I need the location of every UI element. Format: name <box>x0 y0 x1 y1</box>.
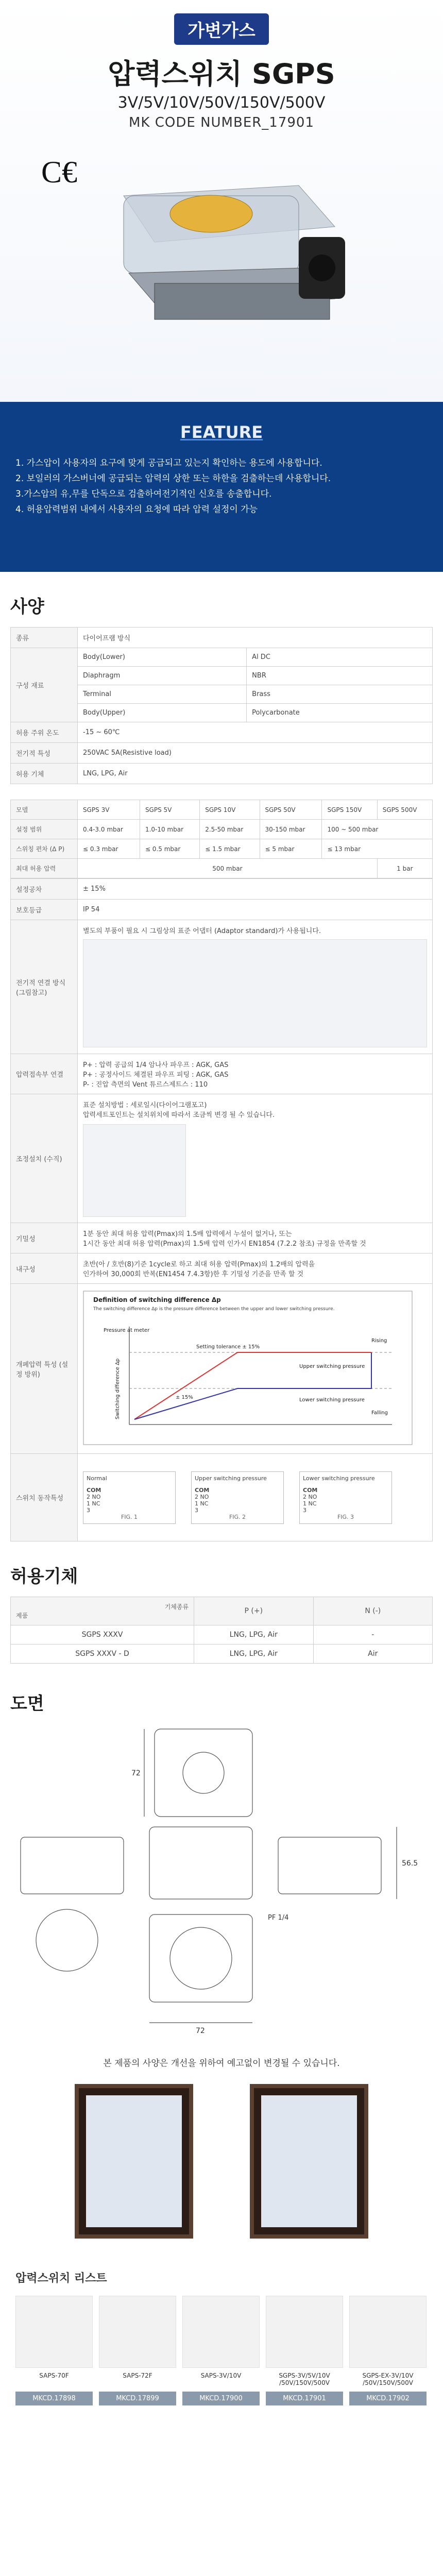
operation-panel-title: Normal <box>87 1475 107 1482</box>
certificate-image <box>261 2095 357 2227</box>
gas-row-p: LNG, LPG, Air <box>194 1625 313 1645</box>
hysteresis-value: ≤ 13 mbar <box>322 839 433 859</box>
product-name: SAPS-70F <box>39 2372 69 2379</box>
certificate-frame <box>75 2084 193 2239</box>
pressure-switch-image <box>93 129 361 366</box>
operation-no: 2 NO <box>303 1493 317 1500</box>
material-value: NBR <box>247 667 433 685</box>
model-header: SGPS 50V <box>260 800 322 820</box>
pressure-axis-label: Pressure at meter <box>104 1327 150 1333</box>
connection-label: 전기적 연결 방식 (그림참고) <box>11 920 78 1054</box>
connection-diagram-image <box>83 939 427 1047</box>
connection-cell <box>78 920 433 1054</box>
type-label: 종류 <box>11 628 78 648</box>
drawing-title: 도면 <box>10 1693 44 1714</box>
max-pressure-label: 최대 허용 압력 <box>11 859 78 878</box>
mount-diagram-image <box>83 1124 186 1217</box>
curve-cell <box>78 1284 433 1454</box>
product-code: MK CODE NUMBER_17901 <box>128 115 315 130</box>
durability-cell <box>78 1253 433 1284</box>
hysteresis-value: ≤ 0.3 mbar <box>78 839 140 859</box>
gas-row-n: Air <box>313 1645 432 1664</box>
operation-caption: FIG. 1 <box>121 1513 138 1520</box>
gas-row-model: SGPS XXXV - D <box>11 1645 194 1664</box>
feature-item: 2. 보일러의 가스버너에 공급되는 압력의 상한 또는 하한을 검출하는데 사용합니다. <box>15 473 331 484</box>
product-list-title: 압력스위치 리스트 <box>15 2272 107 2285</box>
definition-text: The switching difference Δp is the pressure difference between the upper and lower switching pressure. <box>93 1306 335 1312</box>
spec-change-note: 본 제품의 사양은 개선을 위하여 예고없이 변경될 수 있습니다. <box>103 2058 340 2069</box>
type-value: 다이어프램 방식 <box>78 628 433 648</box>
product-code-tag: MKCD.17898 <box>15 2392 93 2405</box>
product-name: SAPS-72F <box>123 2372 152 2379</box>
pressure-connection-line: P- : 진압 측면의 Vent 튜르스제트스 : 110 <box>83 1081 208 1089</box>
product-name: SGPS-3V/5V/10V /50V/150V/500V <box>279 2372 330 2386</box>
operation-3: 3 <box>303 1506 306 1514</box>
spec-model-table <box>10 800 433 878</box>
gas-row-p: LNG, LPG, Air <box>194 1645 313 1664</box>
spec-basic-table <box>10 627 433 784</box>
upper-pressure-label: Upper switching pressure <box>299 1363 365 1369</box>
accuracy-label: 설정공차 <box>11 879 78 900</box>
operation-no: 2 NO <box>87 1493 101 1500</box>
gas-header-cell <box>11 1597 194 1625</box>
product-list <box>0 2285 443 2405</box>
material-part: Terminal <box>78 685 247 704</box>
operation-3: 3 <box>87 1506 90 1514</box>
product-name: SGPS-EX-3V/10V /50V/150V/500V <box>362 2372 414 2386</box>
falling-label: Falling <box>371 1410 388 1416</box>
certificate-image <box>86 2095 182 2227</box>
operation-nc: 1 NC <box>87 1500 100 1507</box>
dim-72-horizontal: 72 <box>196 2027 205 2035</box>
max-pressure-value: 500 mbar <box>78 859 378 878</box>
pressure-connection-label: 압력접속부 연결 <box>11 1054 78 1094</box>
operation-3: 3 <box>195 1506 198 1514</box>
certificates <box>0 2084 443 2239</box>
mount-line: 표준 설치방법 : 세로일시(다이어그램포고) <box>83 1101 207 1109</box>
product-card[interactable] <box>182 2296 260 2405</box>
operation-no: 2 NO <box>195 1493 209 1500</box>
range-value: 1.0-10 mbar <box>140 820 199 839</box>
gas-header-type: 제품 <box>16 1612 28 1619</box>
gas-title: 허용기체 <box>10 1566 78 1587</box>
spec-detail-table <box>10 878 433 1541</box>
hero-section <box>0 0 443 402</box>
product-code-tag: MKCD.17899 <box>99 2392 176 2405</box>
definition-title: Definition of switching difference Δp <box>93 1296 221 1303</box>
model-header: SGPS 10V <box>200 800 260 820</box>
operation-panel <box>191 1471 284 1524</box>
product-image <box>182 2296 260 2368</box>
material-label: 구성 재료 <box>11 648 78 722</box>
model-header: SGPS 500V <box>377 800 432 820</box>
product-card[interactable] <box>349 2296 427 2405</box>
operation-nc: 1 NC <box>303 1500 317 1507</box>
range-value: 100 ~ 500 mbar <box>322 820 433 839</box>
dim-pf: PF 1/4 <box>268 1914 289 1922</box>
hysteresis-label: 스위칭 편차 (Δ P) <box>11 839 78 859</box>
pressure-connection-line: P+ : 압력 공급의 1/4 암나사 파우프 : AGK, GAS <box>83 1061 229 1069</box>
lower-pressure-label: Lower switching pressure <box>299 1397 365 1403</box>
tolerance-label: ± 15% <box>176 1394 193 1400</box>
max-pressure-value: 1 bar <box>377 859 432 878</box>
model-label: 모델 <box>11 800 78 820</box>
product-card[interactable] <box>15 2296 93 2405</box>
operation-com: COM <box>87 1486 101 1494</box>
model-header: SGPS 150V <box>322 800 377 820</box>
certificate-frame <box>250 2084 368 2239</box>
hysteresis-value: ≤ 0.5 mbar <box>140 839 199 859</box>
product-subtitle: 3V/5V/10V/50V/150V/500V <box>117 94 326 112</box>
operation-com: COM <box>303 1486 318 1494</box>
operation-cell <box>78 1454 433 1541</box>
durability-line: 인가하여 30,000회 반복(EN1454 7.4.3항)한 후 기밀성 기준을 만족 할 것 <box>83 1270 304 1278</box>
accuracy-value: ± 15% <box>78 879 433 900</box>
operation-caption: FIG. 3 <box>337 1513 354 1520</box>
protect-label: 보호등급 <box>11 900 78 920</box>
temp-value: -15 ~ 60℃ <box>78 722 433 743</box>
gas-header-p: P (+) <box>194 1597 313 1625</box>
range-value: 0.4-3.0 mbar <box>78 820 140 839</box>
feature-list <box>15 455 428 517</box>
technical-drawing <box>0 1724 443 2054</box>
setting-tolerance-label: Setting tolerance ± 15% <box>196 1344 260 1350</box>
protect-value: IP 54 <box>78 900 433 920</box>
gas-header-gas: 기체종류 <box>164 1603 189 1611</box>
material-value: Brass <box>247 685 433 704</box>
airtight-cell <box>78 1223 433 1253</box>
range-value: 2.5-50 mbar <box>200 820 260 839</box>
product-code-tag: MKCD.17902 <box>349 2392 427 2405</box>
feature-item: 3.가스압의 유,무를 단독으로 검출하여전기적인 신호를 송출합니다. <box>15 489 272 499</box>
gas-label: 허용 기체 <box>11 764 78 784</box>
feature-item: 4. 허용압력범위 내에서 사용자의 요청에 따라 압력 설정이 가능 <box>15 504 258 515</box>
product-image <box>266 2296 343 2368</box>
operation-com: COM <box>195 1486 210 1494</box>
feature-section <box>0 402 443 572</box>
elec-value: 250VAC 5A(Resistive load) <box>78 743 433 764</box>
operation-panel-title: Lower switching pressure <box>303 1475 375 1482</box>
operation-panels <box>83 1471 427 1524</box>
product-image <box>99 2296 176 2368</box>
product-name: SAPS-3V/10V <box>200 2372 242 2379</box>
product-image <box>349 2296 427 2368</box>
operation-label: 스위치 동작특성 <box>11 1454 78 1541</box>
material-part: Body(Upper) <box>78 704 247 722</box>
connection-text: 별도의 부품이 필요 시 그림상의 표준 어댑터 (Adaptor standard)가 사용됩니다. <box>83 927 321 935</box>
feature-title: FEATURE <box>180 422 263 442</box>
airtight-label: 기밀성 <box>11 1223 78 1253</box>
rising-label: Rising <box>371 1337 387 1344</box>
hysteresis-value: ≤ 1.5 mbar <box>200 839 260 859</box>
material-value: Polycarbonate <box>247 704 433 722</box>
ce-mark-icon: C€ <box>41 155 78 189</box>
airtight-line: 1분 동안 최대 허용 압력(Pmax)의 1.5배 압력에서 누설이 없거나, 또는 <box>83 1230 292 1238</box>
pressure-connection-line: P+ : 공정사이드 체결된 파우프 피팅 : AGK, GAS <box>83 1071 229 1079</box>
mount-line: 압력세트포인트는 설치위치에 따라서 조금씩 변경 될 수 있습니다. <box>83 1111 275 1119</box>
mount-label: 조정설치 (수직) <box>11 1094 78 1223</box>
durability-line: 초반(아 / 호반(8)기준 1cycle로 하고 최대 허용 압력(Pmax)의 1.2배의 압력을 <box>83 1261 315 1268</box>
product-card[interactable] <box>99 2296 176 2405</box>
material-part: Body(Lower) <box>78 648 247 667</box>
product-card[interactable] <box>266 2296 343 2405</box>
elec-label: 전기적 특성 <box>11 743 78 764</box>
range-value: 30-150 mbar <box>260 820 322 839</box>
operation-nc: 1 NC <box>195 1500 209 1507</box>
operation-panel-title: Upper switching pressure <box>195 1475 267 1482</box>
material-value: Al DC <box>247 648 433 667</box>
spec-title: 사양 <box>10 597 44 617</box>
product-title: 압력스위치 SGPS <box>108 58 335 90</box>
airtight-line: 1시간 동안 최대 허용 압력(Pmax)의 1.5배 압력 인가시 EN1854 (7.2.2 참조) 규정을 만족할 것 <box>83 1240 366 1248</box>
model-header: SGPS 3V <box>78 800 140 820</box>
gas-table <box>10 1597 433 1664</box>
switching-difference-diagram <box>83 1291 413 1445</box>
durability-label: 내구성 <box>11 1253 78 1284</box>
gas-row-model: SGPS XXXV <box>11 1625 194 1645</box>
product-image <box>15 2296 93 2368</box>
gas-header-n: N (-) <box>313 1597 432 1625</box>
curve-label: 개폐압력 특성 (설정 방위) <box>11 1284 78 1454</box>
gas-value: LNG, LPG, Air <box>78 764 433 784</box>
mount-cell <box>78 1094 433 1223</box>
hysteresis-value: ≤ 5 mbar <box>260 839 322 859</box>
gas-row-n: - <box>313 1625 432 1645</box>
product-code-tag: MKCD.17900 <box>182 2392 260 2405</box>
switching-difference-label: Switching difference Δp <box>115 1358 121 1419</box>
category-badge: 가변가스 <box>174 13 268 45</box>
range-label: 설정 범위 <box>11 820 78 839</box>
temp-label: 허용 주위 온도 <box>11 722 78 743</box>
material-part: Diaphragm <box>78 667 247 685</box>
feature-item: 1. 가스압이 사용자의 요구에 맞게 공급되고 있는지 확인하는 용도에 사용합니다. <box>15 458 322 468</box>
pressure-connection-cell <box>78 1054 433 1094</box>
product-code-tag: MKCD.17901 <box>266 2392 343 2405</box>
operation-panel <box>83 1471 176 1524</box>
dim-56-5: 56.5 <box>402 1859 418 1868</box>
model-header: SGPS 5V <box>140 800 199 820</box>
dim-72-vertical: 72 <box>131 1769 141 1777</box>
operation-panel <box>299 1471 392 1524</box>
operation-caption: FIG. 2 <box>229 1513 246 1520</box>
